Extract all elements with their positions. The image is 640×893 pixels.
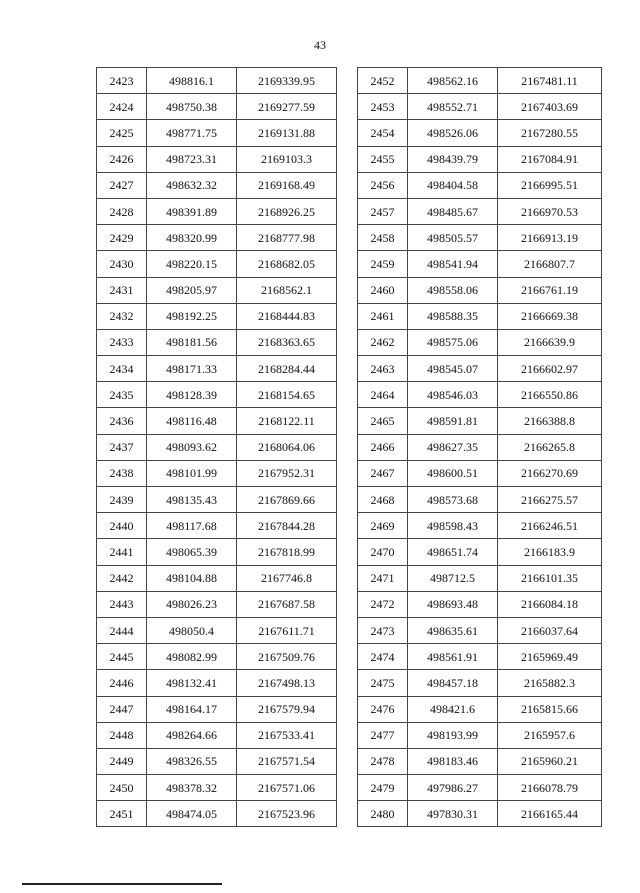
point-number-cell: 2423 (97, 68, 147, 94)
table-row (97, 539, 337, 565)
x-coordinate-cell: 498101.99 (147, 460, 237, 486)
table-row (358, 251, 602, 277)
x-coordinate-cell: 498132.41 (147, 670, 237, 696)
point-number-cell: 2462 (358, 329, 408, 355)
y-coordinate-cell: 2166639.9 (498, 329, 602, 355)
point-number-cell: 2429 (97, 225, 147, 251)
table-row (97, 434, 337, 460)
x-coordinate-cell: 498193.99 (408, 722, 498, 748)
y-coordinate-cell: 2167403.69 (498, 94, 602, 120)
point-number-cell: 2475 (358, 670, 408, 696)
x-coordinate-cell: 498391.89 (147, 198, 237, 224)
x-coordinate-cell: 498485.67 (408, 198, 498, 224)
point-number-cell: 2440 (97, 513, 147, 539)
table-row (97, 722, 337, 748)
table-row (97, 460, 337, 486)
table-row (97, 617, 337, 643)
x-coordinate-cell: 498632.32 (147, 172, 237, 198)
y-coordinate-cell: 2168926.25 (237, 198, 337, 224)
y-coordinate-cell: 2165960.21 (498, 748, 602, 774)
y-coordinate-cell: 2167611.71 (237, 617, 337, 643)
x-coordinate-cell: 498457.18 (408, 670, 498, 696)
x-coordinate-cell: 498552.71 (408, 94, 498, 120)
x-coordinate-cell: 498575.06 (408, 329, 498, 355)
y-coordinate-cell: 2169103.3 (237, 146, 337, 172)
x-coordinate-cell: 498192.25 (147, 303, 237, 329)
x-coordinate-cell: 498750.38 (147, 94, 237, 120)
table-row (97, 670, 337, 696)
y-coordinate-cell: 2168682.05 (237, 251, 337, 277)
table-row (358, 172, 602, 198)
x-coordinate-cell: 498562.16 (408, 68, 498, 94)
table-row (358, 277, 602, 303)
table-row (97, 775, 337, 801)
y-coordinate-cell: 2169131.88 (237, 120, 337, 146)
point-number-cell: 2473 (358, 617, 408, 643)
table-row (97, 198, 337, 224)
x-coordinate-cell: 498220.15 (147, 251, 237, 277)
table-row (97, 146, 337, 172)
table-row (358, 94, 602, 120)
point-number-cell: 2437 (97, 434, 147, 460)
point-number-cell: 2470 (358, 539, 408, 565)
table-row (97, 696, 337, 722)
point-number-cell: 2480 (358, 801, 408, 827)
table-row (97, 94, 337, 120)
x-coordinate-cell: 497830.31 (408, 801, 498, 827)
y-coordinate-cell: 2168064.06 (237, 434, 337, 460)
x-coordinate-cell: 498421.6 (408, 696, 498, 722)
point-number-cell: 2469 (358, 513, 408, 539)
table-row (358, 513, 602, 539)
table-row (358, 644, 602, 670)
x-coordinate-cell: 498600.51 (408, 460, 498, 486)
y-coordinate-cell: 2167509.76 (237, 644, 337, 670)
point-number-cell: 2428 (97, 198, 147, 224)
table-row (97, 513, 337, 539)
x-coordinate-cell: 498771.75 (147, 120, 237, 146)
table-row (97, 801, 337, 827)
table-row (358, 329, 602, 355)
y-coordinate-cell: 2167746.8 (237, 565, 337, 591)
y-coordinate-cell: 2168122.11 (237, 408, 337, 434)
table-row (358, 591, 602, 617)
y-coordinate-cell: 2165957.6 (498, 722, 602, 748)
point-number-cell: 2474 (358, 644, 408, 670)
coordinates-table-right (357, 67, 602, 827)
x-coordinate-cell: 498264.66 (147, 722, 237, 748)
point-number-cell: 2434 (97, 356, 147, 382)
point-number-cell: 2438 (97, 460, 147, 486)
x-coordinate-cell: 497986.27 (408, 775, 498, 801)
x-coordinate-cell: 498116.48 (147, 408, 237, 434)
x-coordinate-cell: 498591.81 (408, 408, 498, 434)
x-coordinate-cell: 498065.39 (147, 539, 237, 565)
table-row (97, 748, 337, 774)
point-number-cell: 2433 (97, 329, 147, 355)
point-number-cell: 2445 (97, 644, 147, 670)
point-number-cell: 2426 (97, 146, 147, 172)
y-coordinate-cell: 2169277.59 (237, 94, 337, 120)
y-coordinate-cell: 2167844.28 (237, 513, 337, 539)
table-row (358, 382, 602, 408)
y-coordinate-cell: 2166669.38 (498, 303, 602, 329)
y-coordinate-cell: 2169168.49 (237, 172, 337, 198)
y-coordinate-cell: 2166761.19 (498, 277, 602, 303)
table-row (358, 303, 602, 329)
x-coordinate-cell: 498404.58 (408, 172, 498, 198)
y-coordinate-cell: 2167687.58 (237, 591, 337, 617)
y-coordinate-cell: 2166807.7 (498, 251, 602, 277)
table-row (97, 225, 337, 251)
y-coordinate-cell: 2166388.8 (498, 408, 602, 434)
y-coordinate-cell: 2167571.06 (237, 775, 337, 801)
page-number: 43 (314, 38, 326, 52)
point-number-cell: 2449 (97, 748, 147, 774)
x-coordinate-cell: 498558.06 (408, 277, 498, 303)
x-coordinate-cell: 498439.79 (408, 146, 498, 172)
x-coordinate-cell: 498635.61 (408, 617, 498, 643)
table-row (358, 696, 602, 722)
table-row (97, 408, 337, 434)
y-coordinate-cell: 2168284.44 (237, 356, 337, 382)
point-number-cell: 2457 (358, 198, 408, 224)
table-row (358, 748, 602, 774)
x-coordinate-cell: 498326.55 (147, 748, 237, 774)
table-row (97, 120, 337, 146)
x-coordinate-cell: 498135.43 (147, 487, 237, 513)
point-number-cell: 2459 (358, 251, 408, 277)
coordinates-table-left (96, 67, 337, 827)
point-number-cell: 2451 (97, 801, 147, 827)
x-coordinate-cell: 498723.31 (147, 146, 237, 172)
table-row (358, 722, 602, 748)
x-coordinate-cell: 498104.88 (147, 565, 237, 591)
y-coordinate-cell: 2167818.99 (237, 539, 337, 565)
x-coordinate-cell: 498546.03 (408, 382, 498, 408)
table-row (358, 356, 602, 382)
x-coordinate-cell: 498627.35 (408, 434, 498, 460)
point-number-cell: 2442 (97, 565, 147, 591)
point-number-cell: 2450 (97, 775, 147, 801)
y-coordinate-cell: 2166550.86 (498, 382, 602, 408)
y-coordinate-cell: 2167579.94 (237, 696, 337, 722)
point-number-cell: 2443 (97, 591, 147, 617)
table-row (97, 356, 337, 382)
y-coordinate-cell: 2165815.66 (498, 696, 602, 722)
point-number-cell: 2432 (97, 303, 147, 329)
y-coordinate-cell: 2166037.64 (498, 617, 602, 643)
y-coordinate-cell: 2167498.13 (237, 670, 337, 696)
point-number-cell: 2455 (358, 146, 408, 172)
x-coordinate-cell: 498651.74 (408, 539, 498, 565)
table-row (358, 225, 602, 251)
table-row (358, 565, 602, 591)
table-row (358, 539, 602, 565)
x-coordinate-cell: 498526.06 (408, 120, 498, 146)
y-coordinate-cell: 2167481.11 (498, 68, 602, 94)
point-number-cell: 2463 (358, 356, 408, 382)
table-row (97, 565, 337, 591)
x-coordinate-cell: 498171.33 (147, 356, 237, 382)
x-coordinate-cell: 498588.35 (408, 303, 498, 329)
point-number-cell: 2478 (358, 748, 408, 774)
y-coordinate-cell: 2167869.66 (237, 487, 337, 513)
y-coordinate-cell: 2165969.49 (498, 644, 602, 670)
footer-rule (22, 883, 222, 885)
y-coordinate-cell: 2166246.51 (498, 513, 602, 539)
table-row (358, 487, 602, 513)
table-row (358, 198, 602, 224)
x-coordinate-cell: 498183.46 (408, 748, 498, 774)
x-coordinate-cell: 498545.07 (408, 356, 498, 382)
point-number-cell: 2424 (97, 94, 147, 120)
point-number-cell: 2452 (358, 68, 408, 94)
point-number-cell: 2436 (97, 408, 147, 434)
y-coordinate-cell: 2167523.96 (237, 801, 337, 827)
point-number-cell: 2461 (358, 303, 408, 329)
point-number-cell: 2477 (358, 722, 408, 748)
table-row (358, 120, 602, 146)
y-coordinate-cell: 2168444.83 (237, 303, 337, 329)
point-number-cell: 2476 (358, 696, 408, 722)
x-coordinate-cell: 498026.23 (147, 591, 237, 617)
y-coordinate-cell: 2166995.51 (498, 172, 602, 198)
y-coordinate-cell: 2166270.69 (498, 460, 602, 486)
table-row (97, 68, 337, 94)
table-row (97, 487, 337, 513)
x-coordinate-cell: 498128.39 (147, 382, 237, 408)
x-coordinate-cell: 498050.4 (147, 617, 237, 643)
y-coordinate-cell: 2166913.19 (498, 225, 602, 251)
point-number-cell: 2439 (97, 487, 147, 513)
point-number-cell: 2458 (358, 225, 408, 251)
point-number-cell: 2444 (97, 617, 147, 643)
x-coordinate-cell: 498164.17 (147, 696, 237, 722)
y-coordinate-cell: 2166084.18 (498, 591, 602, 617)
table-row (97, 382, 337, 408)
x-coordinate-cell: 498082.99 (147, 644, 237, 670)
point-number-cell: 2466 (358, 434, 408, 460)
x-coordinate-cell: 498573.68 (408, 487, 498, 513)
y-coordinate-cell: 2166078.79 (498, 775, 602, 801)
point-number-cell: 2431 (97, 277, 147, 303)
point-number-cell: 2471 (358, 565, 408, 591)
point-number-cell: 2472 (358, 591, 408, 617)
x-coordinate-cell: 498561.91 (408, 644, 498, 670)
table-row (97, 644, 337, 670)
table-row (358, 617, 602, 643)
y-coordinate-cell: 2167280.55 (498, 120, 602, 146)
y-coordinate-cell: 2168363.65 (237, 329, 337, 355)
y-coordinate-cell: 2165882.3 (498, 670, 602, 696)
table-row (358, 460, 602, 486)
x-coordinate-cell: 498541.94 (408, 251, 498, 277)
table-row (358, 408, 602, 434)
y-coordinate-cell: 2168154.65 (237, 382, 337, 408)
x-coordinate-cell: 498378.32 (147, 775, 237, 801)
x-coordinate-cell: 498505.57 (408, 225, 498, 251)
x-coordinate-cell: 498693.48 (408, 591, 498, 617)
point-number-cell: 2453 (358, 94, 408, 120)
y-coordinate-cell: 2166970.53 (498, 198, 602, 224)
table-row (97, 172, 337, 198)
y-coordinate-cell: 2166165.44 (498, 801, 602, 827)
point-number-cell: 2435 (97, 382, 147, 408)
point-number-cell: 2448 (97, 722, 147, 748)
point-number-cell: 2446 (97, 670, 147, 696)
table-row (358, 68, 602, 94)
x-coordinate-cell: 498093.62 (147, 434, 237, 460)
table-row (358, 775, 602, 801)
x-coordinate-cell: 498320.99 (147, 225, 237, 251)
point-number-cell: 2468 (358, 487, 408, 513)
y-coordinate-cell: 2167952.31 (237, 460, 337, 486)
y-coordinate-cell: 2169339.95 (237, 68, 337, 94)
point-number-cell: 2425 (97, 120, 147, 146)
y-coordinate-cell: 2166265.8 (498, 434, 602, 460)
point-number-cell: 2447 (97, 696, 147, 722)
y-coordinate-cell: 2167084.91 (498, 146, 602, 172)
point-number-cell: 2427 (97, 172, 147, 198)
table-row (97, 303, 337, 329)
x-coordinate-cell: 498181.56 (147, 329, 237, 355)
y-coordinate-cell: 2166602.97 (498, 356, 602, 382)
y-coordinate-cell: 2166183.9 (498, 539, 602, 565)
point-number-cell: 2467 (358, 460, 408, 486)
y-coordinate-cell: 2168562.1 (237, 277, 337, 303)
y-coordinate-cell: 2166275.57 (498, 487, 602, 513)
y-coordinate-cell: 2166101.35 (498, 565, 602, 591)
point-number-cell: 2454 (358, 120, 408, 146)
point-number-cell: 2430 (97, 251, 147, 277)
table-row (97, 251, 337, 277)
point-number-cell: 2465 (358, 408, 408, 434)
table-row (358, 146, 602, 172)
table-row (97, 329, 337, 355)
table-row (358, 434, 602, 460)
x-coordinate-cell: 498816.1 (147, 68, 237, 94)
y-coordinate-cell: 2167533.41 (237, 722, 337, 748)
point-number-cell: 2479 (358, 775, 408, 801)
table-row (97, 277, 337, 303)
x-coordinate-cell: 498712.5 (408, 565, 498, 591)
x-coordinate-cell: 498205.97 (147, 277, 237, 303)
point-number-cell: 2464 (358, 382, 408, 408)
table-row (97, 591, 337, 617)
y-coordinate-cell: 2168777.98 (237, 225, 337, 251)
point-number-cell: 2441 (97, 539, 147, 565)
point-number-cell: 2460 (358, 277, 408, 303)
y-coordinate-cell: 2167571.54 (237, 748, 337, 774)
x-coordinate-cell: 498474.05 (147, 801, 237, 827)
table-row (358, 670, 602, 696)
point-number-cell: 2456 (358, 172, 408, 198)
table-row (358, 801, 602, 827)
x-coordinate-cell: 498598.43 (408, 513, 498, 539)
x-coordinate-cell: 498117.68 (147, 513, 237, 539)
